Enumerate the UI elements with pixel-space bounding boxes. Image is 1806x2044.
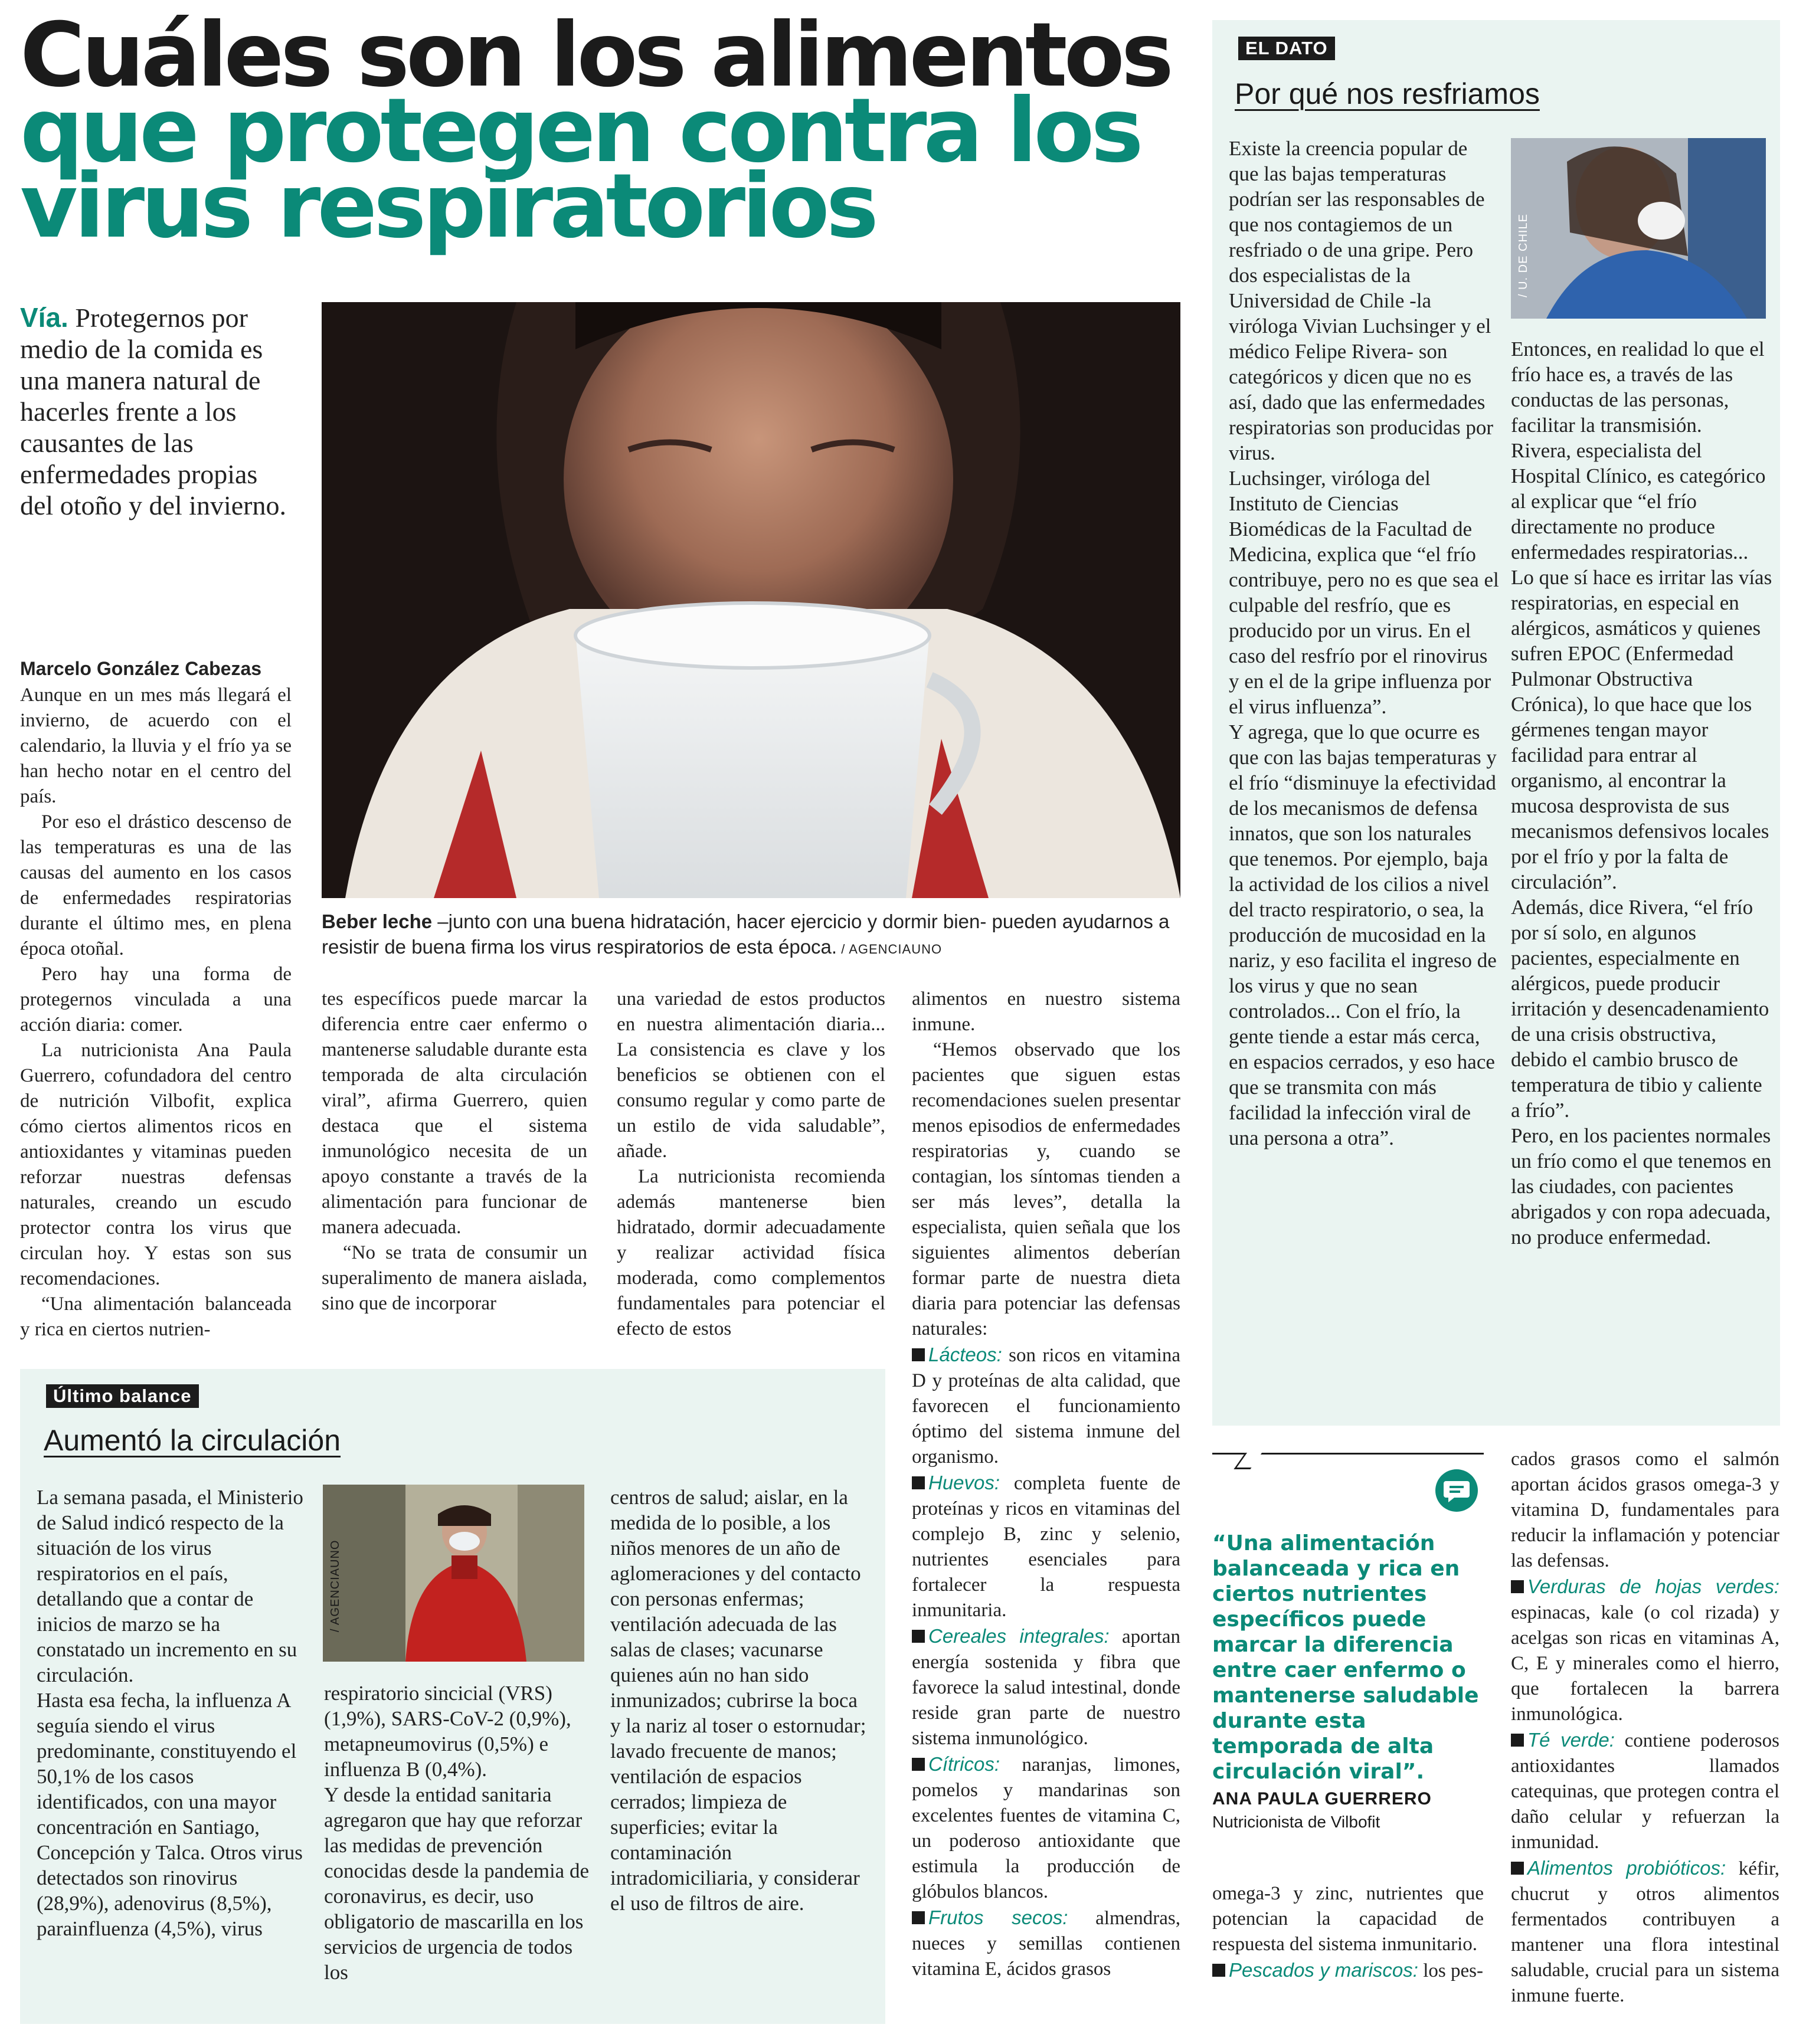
balance-title: Aumentó la circulación [44, 1424, 341, 1457]
article-paragraph: una variedad de estos productos en nuestra alimentación diaria... La consistencia es clave y los beneficios se obtienen con el consumo regular y como parte de un estilo de vida saludable”, añade. [617, 988, 885, 1162]
list-item-label: Lácteos: [928, 1344, 1002, 1365]
article-paragraph: tes específicos puede marcar la diferencia entre caer enfermo o mantenerse saludable durante esta temporada de alta circulación viral”, afirma Guerrero, quien destaca que el sistema inmunológico necesita de un apoyo constante a través de la alimentación para funcionar de manera adecuada. [322, 988, 587, 1238]
list-item-text: completa fuente de proteínas y ricos en vitaminas del complejo B, zinc y selenio, nutrientes esenciales para fortalecer la respuesta inmunitaria. [912, 1473, 1180, 1621]
list-item [1212, 1957, 1484, 1984]
headline-part-2: alimentos [711, 4, 1170, 107]
list-item-label: Té verde: [1527, 1729, 1615, 1751]
lead-text: Protegernos por medio de la comida es una manera natural de hacerles frente a los causantes de las enfermedades propias del otoño y del invierno. [20, 303, 286, 520]
bullet-square-icon [912, 1630, 925, 1643]
sidebar-paragraph: Rivera, especialista del Hospital Clínico, es categórico al explicar que “el frío directamente no produce enfermedades respiratorias... Lo que sí hace es irritar las vías respiratorias, en especial en alérgicos, asmáticos y quienes sufren EPOC (Enfermedad Pulmonar Obstructiva Crónica), lo que hace que los gérmenes tengan mayor facilidad para entrar al organismo, al encontrar la mucosa desprovista de sus mecanismos defensivos locales por el frío y por la falta de circulación”. [1511, 439, 1772, 893]
sidebar-paragraph: Luchsinger, viróloga del Instituto de Ciencias Biomédicas de la Facultad de Medicina, explica que “el frío contribuye, pero no es que sea el culpable del resfrío, que es producido por un virus. En el caso del resfrío por el rinovirus y en el de la gripe influenza por el virus influenza”. [1229, 467, 1499, 718]
speech-bubble-icon [1435, 1469, 1478, 1512]
balance-column-2 [324, 1681, 596, 1985]
balance-tag: Último balance [46, 1384, 199, 1408]
quote-callout-tick [1234, 1453, 1262, 1469]
list-item [1511, 1855, 1779, 2009]
list-item-label: Cítricos: [928, 1753, 1000, 1775]
list-item-text: kéfir, chucrut y otros alimentos fermentados contribuyen a mantener una flora intestinal saludable, crucial para un sistema inmune fuerte. [1511, 1858, 1779, 2006]
sidebar-tag: EL DATO [1238, 37, 1335, 60]
bullet-square-icon [1511, 1862, 1524, 1875]
list-item [1511, 1574, 1779, 1727]
lead-paragraph [20, 302, 292, 521]
byline: Marcelo González Cabezas [20, 658, 262, 679]
list-item-text: son ricos en vitamina D y proteínas de alta calidad, que favorecen el funcionamiento óptimo del sistema inmune del organismo. [912, 1345, 1180, 1468]
article-paragraph: “Una alimentación balanceada y rica en ciertos nutrien- [20, 1293, 292, 1340]
balance-paragraph: La semana pasada, el Ministerio de Salud indicó respecto de la situación de los virus respiratorios en el país, detallando que a contar de inicios de marzo se ha constatado un incremento en su circulación. [37, 1486, 303, 1686]
headline-line-2: que protegen contra los [20, 80, 1140, 182]
list-item-label: Cereales integrales: [928, 1625, 1110, 1647]
list-item-label: Huevos: [928, 1472, 1000, 1493]
lead-kicker: Vía. [20, 302, 68, 333]
list-item [912, 1470, 1180, 1623]
headline [20, 4, 1189, 258]
sidebar-paragraph: Entonces, en realidad lo que el frío hace es, a través de las conductas de las personas, facilitar la transmisión. [1511, 338, 1765, 437]
sidebar-photo-credit: / U. DE CHILE [1517, 214, 1530, 297]
bullet-square-icon [912, 1911, 925, 1924]
list-item-text: espinacas, kale (o col rizada) y acelgas son ricas en vitaminas A, C, E y minerales como el hierro, que fortalecen la barrera inmunológica. [1511, 1602, 1779, 1725]
bullet-square-icon [1212, 1964, 1225, 1977]
article-paragraph: alimentos en nuestro sistema inmune. [912, 988, 1180, 1035]
article-column-1 [20, 656, 292, 1342]
headline-line-3: virus respiratorios [20, 155, 875, 258]
list-item [912, 1623, 1180, 1751]
article-paragraph: Pero hay una forma de protegernos vinculada a una acción diaria: comer. [20, 964, 292, 1036]
article-paragraph: Aunque en un mes más llegará el invierno, de acuerdo con el calendario, la lluvia y el frío ya se han hecho notar en el centro del país. [20, 684, 292, 807]
sidebar-paragraph: Y agrega, que lo que ocurre es que con las bajas temperaturas y el frío “disminuye la efectividad de los mecanismos de defensa innatos, que son los naturales que tenemos. Por ejemplo, baja la actividad de los cilios a nivel del tracto respiratorio, o sea, la producción de mucosidad en la nariz, y eso facilita el ingreso de los virus y que no sean controlados... Con el frío, la gente tiende a estar más cerca, en espacios cerrados, y eso hace que se transmita con más facilidad la infección viral de una persona a otra”. [1229, 720, 1497, 1149]
bullet-square-icon [1511, 1580, 1524, 1593]
sidebar-right-column [1511, 336, 1774, 1250]
list-item-text: contiene poderosos antioxidantes llamados catequinas, que protegen contra el daño celular y refuerzan la inmunidad. [1511, 1730, 1779, 1853]
pull-quote: “Una alimentación balanceada y rica en ciertos nutrientes específicos puede marcar la diferencia entre caer enfermo o mantenerse saludable durante esta temporada de alta circulación viral”. [1212, 1531, 1479, 1784]
list-item [1511, 1727, 1779, 1855]
article-paragraph: “Hemos observado que los pacientes que siguen estas recomendaciones suelen presentar menos episodios de enfermedades respiratorias y, cuando se contagian, los síntomas tienden a ser más leves”, detalla la especialista, quien señala que los siguientes alimentos deberían formar parte de nuestra dieta diaria para potenciar las defensas naturales: [912, 1039, 1180, 1339]
quote-author: ANA PAULA GUERRERO [1212, 1789, 1432, 1809]
caption-bold: Beber leche [322, 910, 433, 932]
list-item-text: naranjas, limones, pomelos y mandarinas son excelentes fuentes de vitamina C, un poderoso antioxidante que estimula la producción de glóbulos blancos. [912, 1754, 1180, 1902]
sidebar-photo-illustration [1511, 138, 1766, 319]
article-paragraph: “No se trata de consumir un superalimento de manera aislada, sino que de incorporar [322, 1242, 587, 1314]
quote-author-role: Nutricionista de Vilbofit [1212, 1813, 1380, 1831]
sidebar-title: Por qué nos resfriamos [1235, 77, 1540, 110]
bullet-square-icon [1511, 1734, 1524, 1747]
balance-paragraph: Y desde la entidad sanitaria agregaron que hay que reforzar las medidas de prevención conocidas desde la pandemia de coronavirus, es decir, uso obligatorio de mascarilla en los servicios de urgencia de todos los [324, 1783, 589, 1984]
list-item-label: Verduras de hojas verdes: [1527, 1575, 1779, 1597]
article-paragraph: Por eso el drástico descenso de las temperaturas es una de las causas del aumento en los casos de enfermedades respiratorias durante el último mes, en plena época otoñal. [20, 811, 292, 959]
list-item-text: almendras, nueces y semillas contienen vitamina E, ácidos grasos [912, 1908, 1180, 1980]
photo-caption [322, 909, 1180, 962]
list-item [912, 1751, 1180, 1905]
balance-paragraph: respiratorio sincicial (VRS) (1,9%), SARS-CoV-2 (0,9%), metapneumovirus (0,5%) e influenza B (0,4%). [324, 1682, 571, 1781]
headline-part-1: Cuáles son los [20, 4, 683, 107]
article-column-5 [1212, 1881, 1484, 1984]
bullet-square-icon [912, 1476, 925, 1489]
caption-text: –junto con una buena hidratación, hacer ejercicio y dormir bien- pueden ayudarnos a resistir de buena firma los virus respiratorios de esta época. [322, 910, 1170, 958]
list-item-label: Frutos secos: [928, 1907, 1068, 1928]
sidebar-paragraph: Además, dice Rivera, “el frío por sí solo, en algunos pacientes, especialmente en alérgicos, puede producir irritación y desencadenamiento de una crisis obstructiva, debido el cambio brusco de temperatura de tibio y caliente a frío”. [1511, 896, 1769, 1122]
balance-paragraph: centros de salud; aislar, en la medida de lo posible, a los niños menores de un año de aglomeraciones y del contacto con personas enfermas; ventilación adecuada de las salas de clases; vacunarse quienes aún no han sido inmunizados; cubrirse la boca y la nariz al toser o estornudar; lavado frecuente de manos; ventilación de espacios cerrados; limpieza de superficies; evitar la contaminación intradomiciliaria, y considerar el uso de filtros de aire. [610, 1486, 866, 1915]
article-paragraph: La nutricionista recomienda además mantenerse bien hidratado, dormir adecuadamente y realizar actividad física moderada, como complementos fundamentales para potenciar el efecto de estos [617, 1166, 885, 1339]
bullet-square-icon [912, 1758, 925, 1771]
list-item-label: Alimentos probióticos: [1527, 1857, 1726, 1879]
article-column-2 [322, 987, 587, 1316]
photo-illustration [322, 302, 1180, 898]
article-paragraph: La nutricionista Ana Paula Guerrero, cofundadora del centro de nutrición Vilbofit, explica cómo ciertos alimentos ricos en antioxidantes y vitaminas pueden reforzar nuestras defensas naturales, creando un escudo protector contra los virus que circulan hoy. Y estas son sus recomendaciones. [20, 1040, 292, 1289]
main-photo-child-drinking-milk [322, 302, 1180, 898]
article-column-3 [617, 987, 885, 1342]
bullet-square-icon [912, 1348, 925, 1361]
list-item [912, 1342, 1180, 1470]
list-item-text: los pes- [1418, 1960, 1483, 1981]
sidebar-photo-woman-with-tissue [1511, 138, 1766, 319]
balance-column-1 [37, 1485, 308, 1941]
sidebar-paragraph: Pero, en los pacientes normales un frío como el que tenemos en las ciudades, con pacientes abrigados y con ropa adecuada, no produce enfermedad. [1511, 1124, 1772, 1249]
sidebar-paragraph: Existe la creencia popular de que las bajas temperaturas podrían ser las responsables de que nos contagiemos de un resfriado o de una gripe. Pero dos especialistas de la Universidad de Chile -la viróloga Vivian Luchsinger y el médico Felipe Rivera- son categóricos y dicen que no es así, dado que las enfermedades respiratorias son producidas por virus. [1229, 137, 1494, 464]
balance-column-3 [610, 1485, 873, 1916]
photo-credit: / AGENCIAUNO [837, 942, 943, 957]
article-column-4 [912, 987, 1180, 1982]
balance-paragraph: Hasta esa fecha, la influenza A seguía siendo el virus predominante, constituyendo el 50,1% de los casos identificados, con una mayor concentración en Santiago, Concepción y Talca. Otros virus detectados son rinovirus (28,9%), adenovirus (8,5%), parainfluenza (4,5%), virus [37, 1689, 303, 1940]
article-paragraph: cados grasos como el salmón aportan ácidos grasos omega-3 y vitamina D, fundamentales para reducir la inflamación y potenciar las defensas. [1511, 1449, 1779, 1571]
balance-photo-credit: / AGENCIAUNO [329, 1539, 342, 1632]
list-item [912, 1905, 1180, 1982]
list-item-label: Pescados y mariscos: [1229, 1959, 1418, 1981]
balance-photo-illustration [323, 1485, 584, 1662]
box-ultimo-balance [20, 1369, 885, 2024]
article-column-6 [1511, 1447, 1779, 2009]
article-paragraph: omega-3 y zinc, nutrientes que potencian la capacidad de respuesta del sistema inmunitario. [1212, 1883, 1484, 1955]
list-item-text: aportan energía sostenida y fibra que favorece la salud intestinal, donde reside gran parte de nuestro sistema inmunológico. [912, 1626, 1180, 1749]
speech-bubble-icon-glyph [1435, 1469, 1478, 1512]
balance-photo-person-with-mask [323, 1485, 584, 1662]
sidebar-left-column [1229, 136, 1500, 1151]
